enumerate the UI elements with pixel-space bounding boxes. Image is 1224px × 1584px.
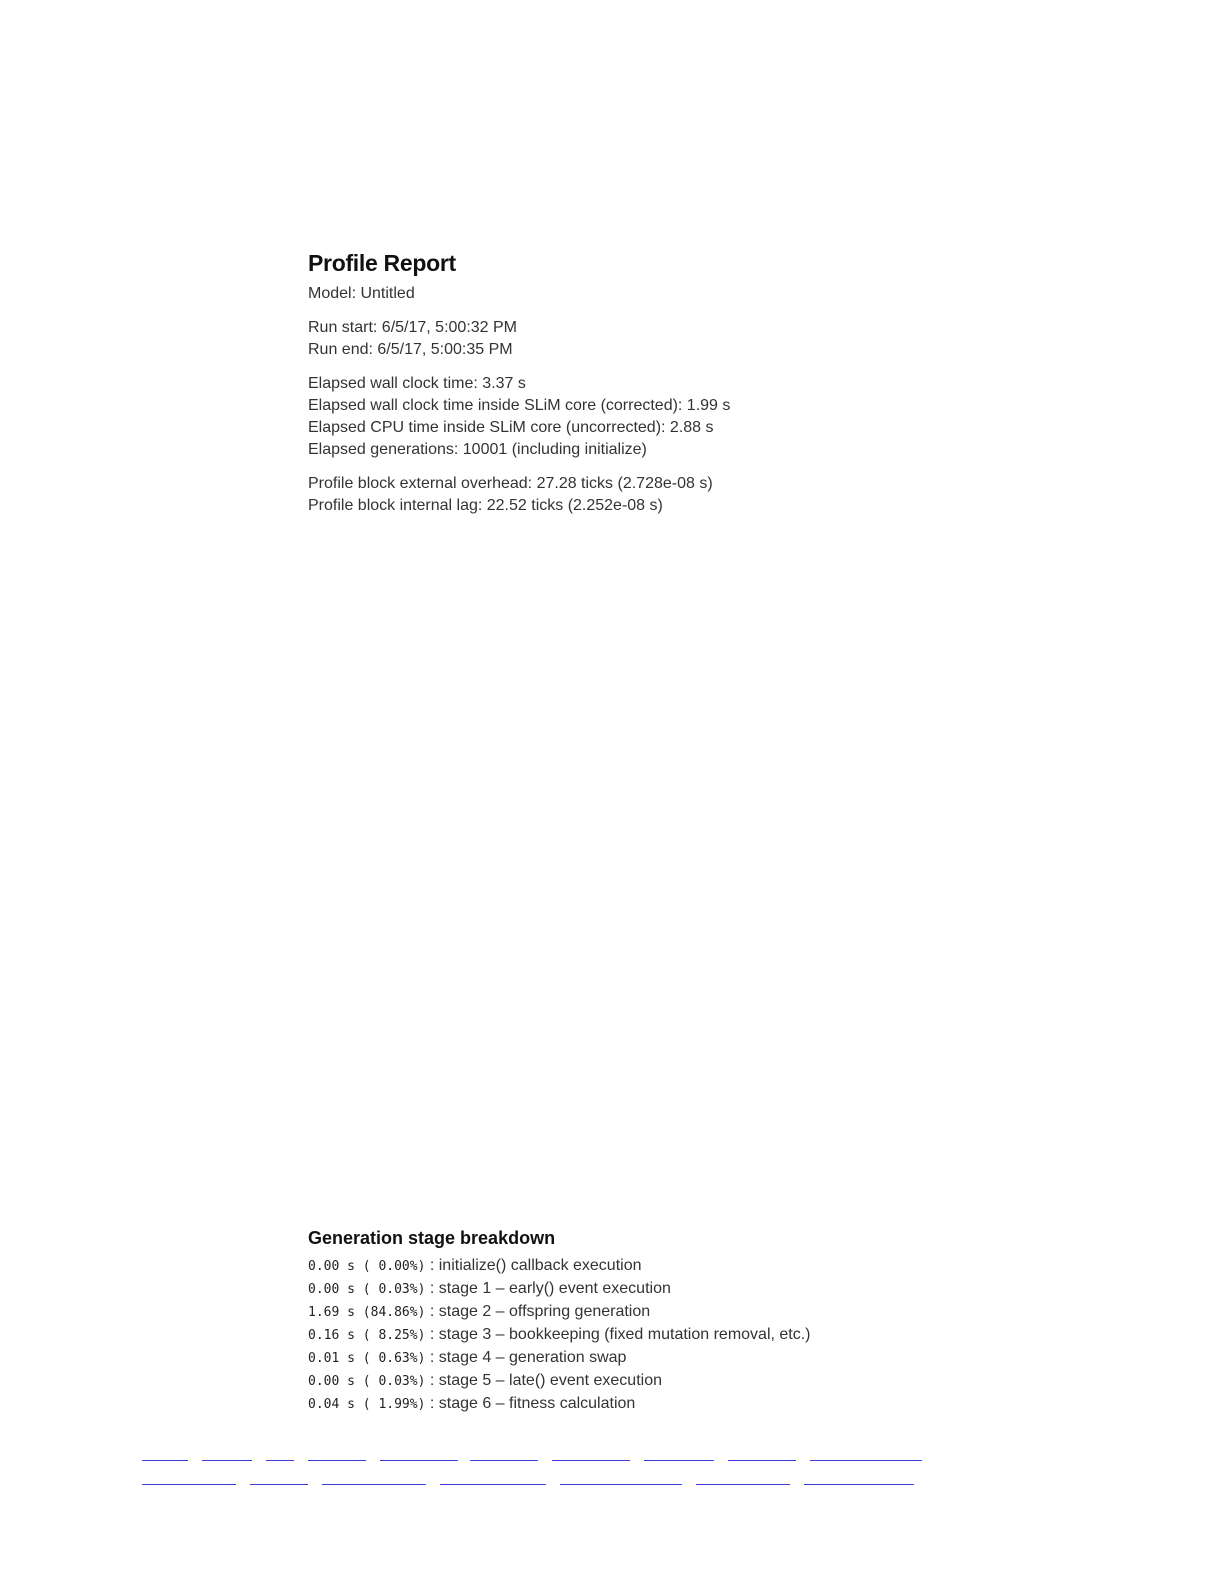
footer-link[interactable] bbox=[560, 1484, 682, 1485]
stage-row bbox=[308, 1370, 1028, 1393]
footer-link[interactable] bbox=[552, 1460, 630, 1461]
stage-row bbox=[308, 1324, 1028, 1347]
run-end: Run end: 6/5/17, 5:00:35 PM bbox=[308, 341, 513, 358]
footer-link[interactable] bbox=[470, 1460, 538, 1461]
stage-timing: 0.00 s ( 0.03%) bbox=[308, 1374, 426, 1389]
stage-row bbox=[308, 1347, 1028, 1370]
footer-link[interactable] bbox=[810, 1460, 922, 1461]
stage-timing: 0.00 s ( 0.00%) bbox=[308, 1259, 426, 1274]
footer-link[interactable] bbox=[440, 1484, 546, 1485]
stage-timing: 0.04 s ( 1.99%) bbox=[308, 1397, 426, 1412]
stage-timing: 1.69 s (84.86%) bbox=[308, 1305, 426, 1320]
internal-lag: Profile block internal lag: 22.52 ticks (2.252e-08 s) bbox=[308, 497, 663, 514]
footer-link[interactable] bbox=[728, 1460, 796, 1461]
stage-label: : initialize() callback execution bbox=[425, 1257, 642, 1274]
stage-row bbox=[308, 1278, 1028, 1301]
spacer bbox=[308, 305, 1028, 317]
stage-label: : stage 5 – late() event execution bbox=[425, 1372, 662, 1389]
model-name: Model: Untitled bbox=[308, 285, 415, 302]
stage-label: : stage 6 – fitness calculation bbox=[425, 1395, 636, 1412]
generation-stage-breakdown bbox=[308, 1228, 1028, 1416]
footer-link[interactable] bbox=[322, 1484, 426, 1485]
footer-link[interactable] bbox=[202, 1460, 252, 1461]
elapsed-generations: Elapsed generations: 10001 (including initialize) bbox=[308, 441, 647, 458]
footer-link[interactable] bbox=[804, 1484, 914, 1485]
stage-label: : stage 2 – offspring generation bbox=[425, 1303, 651, 1320]
stage-label: : stage 4 – generation swap bbox=[425, 1349, 627, 1366]
stage-timing: 0.00 s ( 0.03%) bbox=[308, 1282, 426, 1297]
breakdown-title: Generation stage breakdown bbox=[308, 1228, 556, 1248]
stage-label: : stage 3 – bookkeeping (fixed mutation removal, etc.) bbox=[425, 1326, 811, 1343]
footer-link[interactable] bbox=[266, 1460, 294, 1461]
report-title: Profile Report bbox=[308, 250, 456, 276]
footer-link[interactable] bbox=[380, 1460, 458, 1461]
footer-link[interactable] bbox=[308, 1460, 366, 1461]
profile-report bbox=[308, 250, 1028, 517]
stage-timing: 0.16 s ( 8.25%) bbox=[308, 1328, 426, 1343]
stage-timing: 0.01 s ( 0.63%) bbox=[308, 1351, 426, 1366]
stage-row bbox=[308, 1301, 1028, 1324]
stage-row bbox=[308, 1393, 1028, 1416]
footer-link[interactable] bbox=[644, 1460, 714, 1461]
stage-label: : stage 1 – early() event execution bbox=[425, 1280, 671, 1297]
footer-link[interactable] bbox=[696, 1484, 790, 1485]
footer-link[interactable] bbox=[142, 1460, 188, 1461]
stage-row bbox=[308, 1255, 1028, 1278]
spacer bbox=[308, 461, 1028, 473]
footer-link[interactable] bbox=[142, 1484, 236, 1485]
elapsed-wall-time: Elapsed wall clock time: 3.37 s bbox=[308, 375, 526, 392]
spacer bbox=[308, 361, 1028, 373]
external-overhead: Profile block external overhead: 27.28 ticks (2.728e-08 s) bbox=[308, 475, 713, 492]
elapsed-wall-time-core: Elapsed wall clock time inside SLiM core (corrected): 1.99 s bbox=[308, 397, 731, 414]
run-start: Run start: 6/5/17, 5:00:32 PM bbox=[308, 319, 518, 336]
footer-link[interactable] bbox=[250, 1484, 308, 1485]
elapsed-cpu-time-core: Elapsed CPU time inside SLiM core (uncorrected): 2.88 s bbox=[308, 419, 714, 436]
